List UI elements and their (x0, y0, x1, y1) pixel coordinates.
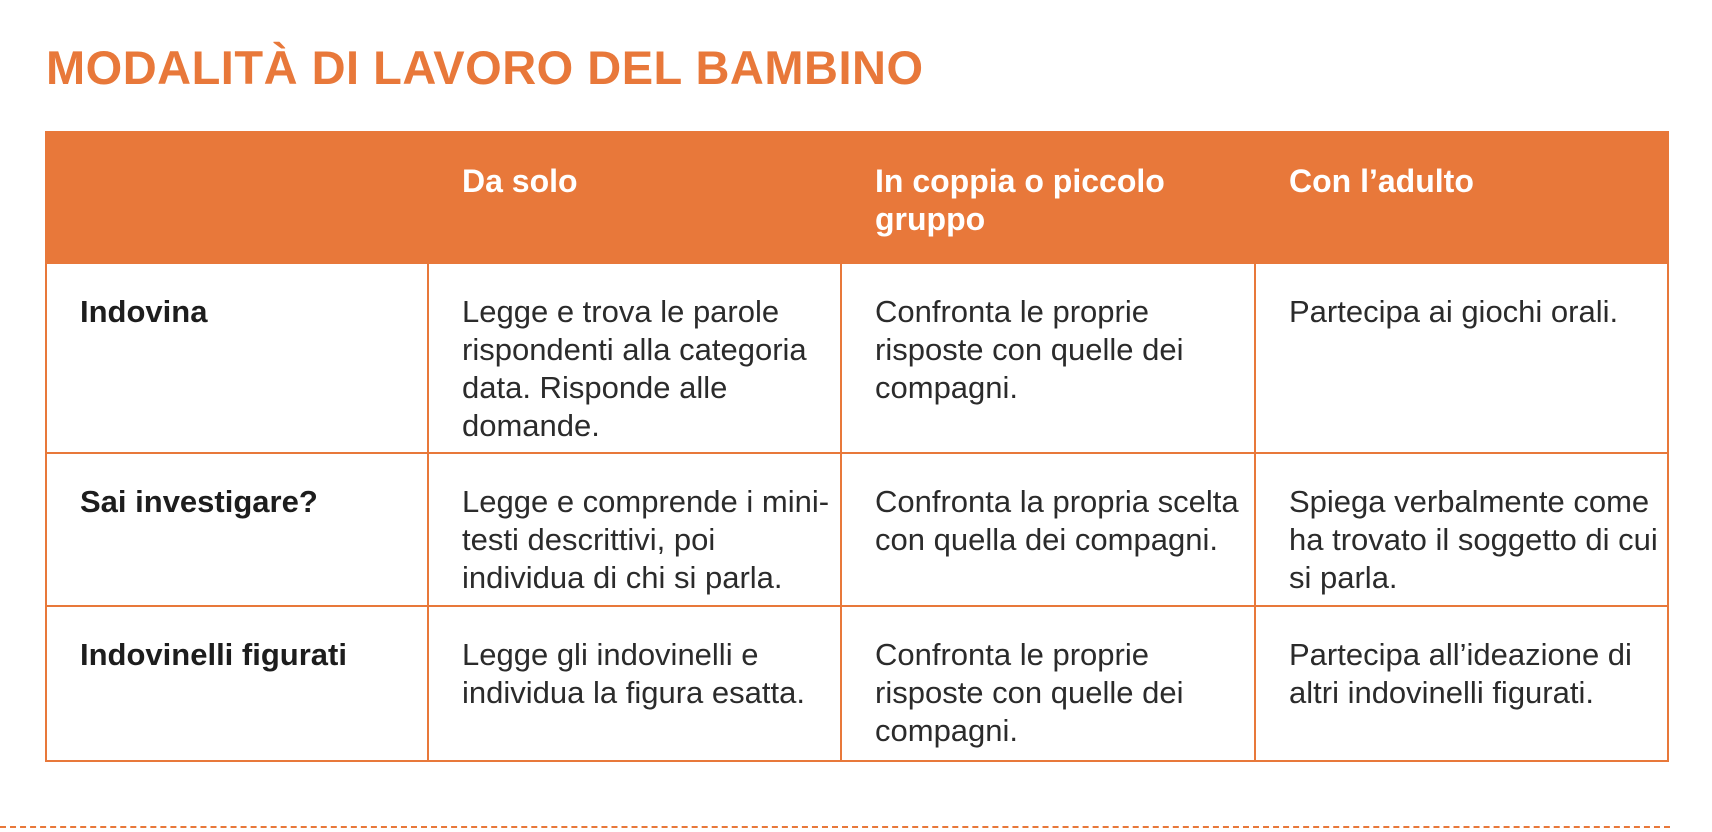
table-row (46, 453, 1668, 606)
table-cell: Confronta la propria scelta con quella dei compagni. (841, 453, 1255, 606)
header-cell-in-coppia: In coppia o piccolo gruppo (841, 132, 1255, 263)
table-cell: Partecipa all’ideazione di altri indovinelli figurati. (1255, 606, 1668, 761)
table-cell: Confronta le proprie risposte con quelle dei compagni. (841, 606, 1255, 761)
header-cell-empty (46, 132, 428, 263)
table-cell: Partecipa ai giochi orali. (1255, 263, 1668, 453)
table-cell: Legge e trova le parole rispondenti alla categoria data. Risponde alle domande. (428, 263, 841, 453)
page-title: MODALITÀ DI LAVORO DEL BAMBINO (46, 41, 924, 94)
row-label: Indovina (46, 263, 428, 453)
header-cell-con-adulto: Con l’adulto (1255, 132, 1668, 263)
header-cell-da-solo: Da solo (428, 132, 841, 263)
table-cell: Legge e comprende i mini-testi descrittivi, poi individua di chi si parla. (428, 453, 841, 606)
dashed-divider (0, 826, 1670, 828)
table-cell: Spiega verbalmente come ha trovato il soggetto di cui si parla. (1255, 453, 1668, 606)
table-header-row (46, 132, 1668, 263)
table-cell: Legge gli indovinelli e individua la figura esatta. (428, 606, 841, 761)
table-row (46, 606, 1668, 761)
row-label: Indovinelli figurati (46, 606, 428, 761)
table-cell: Confronta le proprie risposte con quelle dei compagni. (841, 263, 1255, 453)
work-mode-table (45, 131, 1669, 762)
row-label: Sai investigare? (46, 453, 428, 606)
table-row (46, 263, 1668, 453)
